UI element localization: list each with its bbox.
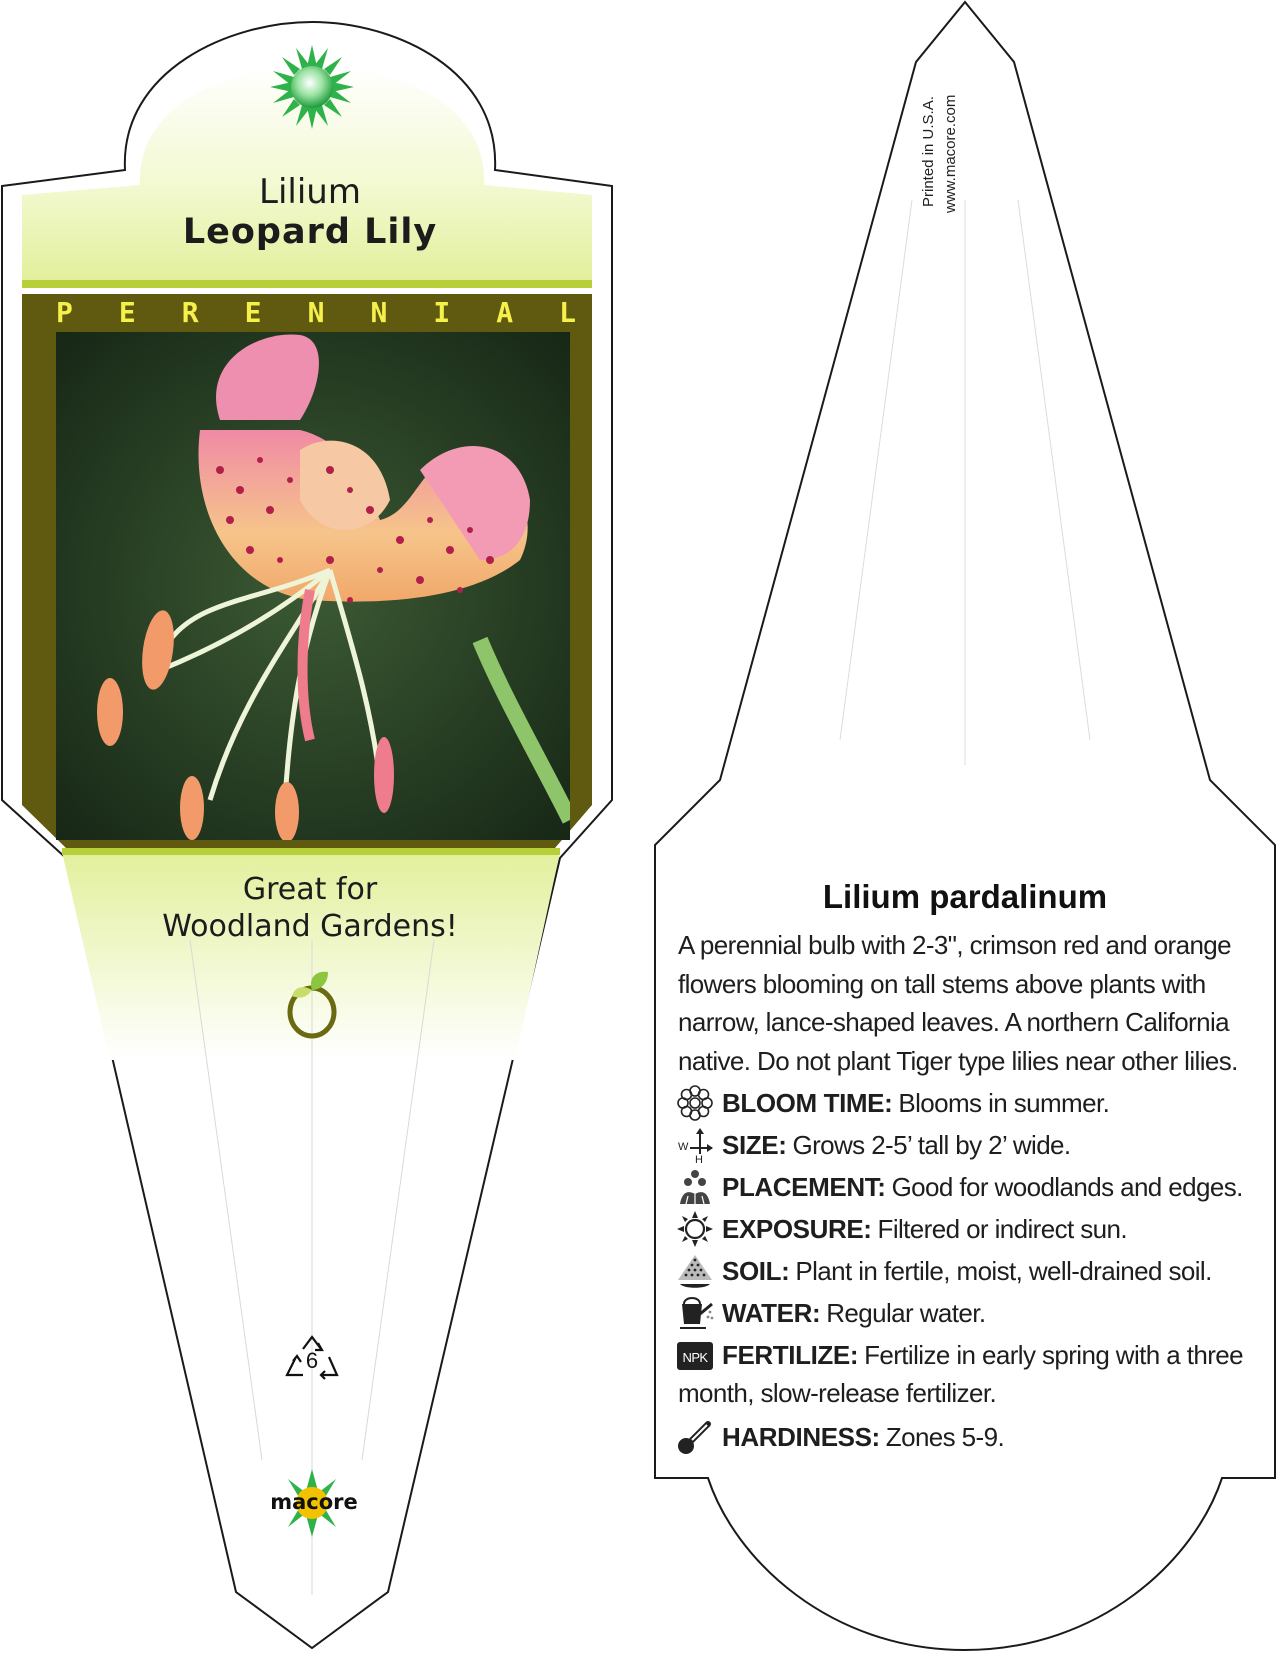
- care-row-exposure: [676, 1210, 1246, 1248]
- care-row-hardiness: [676, 1418, 1246, 1456]
- size-icon: [676, 1126, 714, 1164]
- care-row-fertilize: [676, 1336, 1246, 1374]
- website-text: www.macore.com: [942, 94, 959, 213]
- care-text: Good for woodlands and edges.: [891, 1171, 1243, 1202]
- category-letter: N: [307, 296, 325, 329]
- care-row-soil: [676, 1252, 1246, 1290]
- size-icon-height-letter: H: [695, 1154, 703, 1164]
- flower-icon: [676, 1084, 714, 1122]
- category-letter: N: [370, 296, 388, 329]
- npk-icon-text: NPK: [682, 1350, 708, 1365]
- npk-icon: [676, 1336, 714, 1374]
- care-row-placement: [676, 1168, 1246, 1206]
- category-letter: A: [496, 296, 514, 329]
- care-text: Filtered or indirect sun.: [877, 1213, 1127, 1244]
- care-text: Fertilize in early spring with a three: [864, 1339, 1244, 1370]
- soil-icon: [676, 1252, 714, 1290]
- care-text: Blooms in summer.: [898, 1087, 1110, 1118]
- sun-icon: [676, 1210, 714, 1248]
- care-label: WATER:: [722, 1297, 821, 1328]
- care-text-continued: month, slow-release fertilizer.: [678, 1378, 997, 1408]
- category-letter: E: [244, 296, 262, 329]
- watering-can-icon: [676, 1294, 714, 1332]
- care-row-bloom-time: [676, 1084, 1246, 1122]
- scientific-name: Lilium pardalinum: [822, 878, 1108, 915]
- care-label: SIZE:: [722, 1129, 787, 1160]
- cultivar-name: Leopard Lily: [182, 212, 438, 252]
- tagline-line-2: Woodland Gardens!: [162, 909, 458, 944]
- recycle-code: 6: [305, 1348, 319, 1373]
- plant-description: A perennial bulb with 2-3", crimson red and orange flowers blooming on tall stems above plants with narrow, lance-shaped leaves. A northern California native. Do not plant Tiger type lilies near other lilies.: [678, 930, 1238, 1076]
- care-text: Plant in fertile, moist, well-drained soil.: [795, 1255, 1212, 1286]
- care-label: PLACEMENT:: [722, 1171, 886, 1202]
- printed-info: [920, 55, 959, 235]
- brand-name: macore: [270, 1490, 358, 1514]
- care-label: HARDINESS:: [722, 1421, 880, 1452]
- category-letter: E: [118, 296, 136, 329]
- printed-in-text: Printed in U.S.A.: [920, 96, 937, 207]
- care-text: Grows 2-5’ tall by 2’ wide.: [792, 1129, 1071, 1160]
- care-label: BLOOM TIME:: [722, 1087, 893, 1118]
- care-label: SOIL:: [722, 1255, 790, 1286]
- thermometer-icon: [676, 1418, 714, 1456]
- placement-icon: [676, 1168, 714, 1206]
- category-letter: I: [433, 296, 451, 329]
- care-text: Regular water.: [826, 1297, 986, 1328]
- category-letter: L: [559, 296, 576, 329]
- category-letter: P: [56, 296, 73, 329]
- care-label: EXPOSURE:: [722, 1213, 872, 1244]
- care-row-water: [676, 1294, 1246, 1332]
- care-row-size: [676, 1126, 1246, 1164]
- category-letter: R: [181, 296, 199, 329]
- size-icon-width-letter: W: [678, 1141, 688, 1153]
- care-label: FERTILIZE:: [722, 1339, 859, 1370]
- tagline-line-1: Great for: [242, 872, 378, 907]
- common-name: Lilium: [259, 172, 361, 212]
- care-text: Zones 5-9.: [885, 1421, 1005, 1452]
